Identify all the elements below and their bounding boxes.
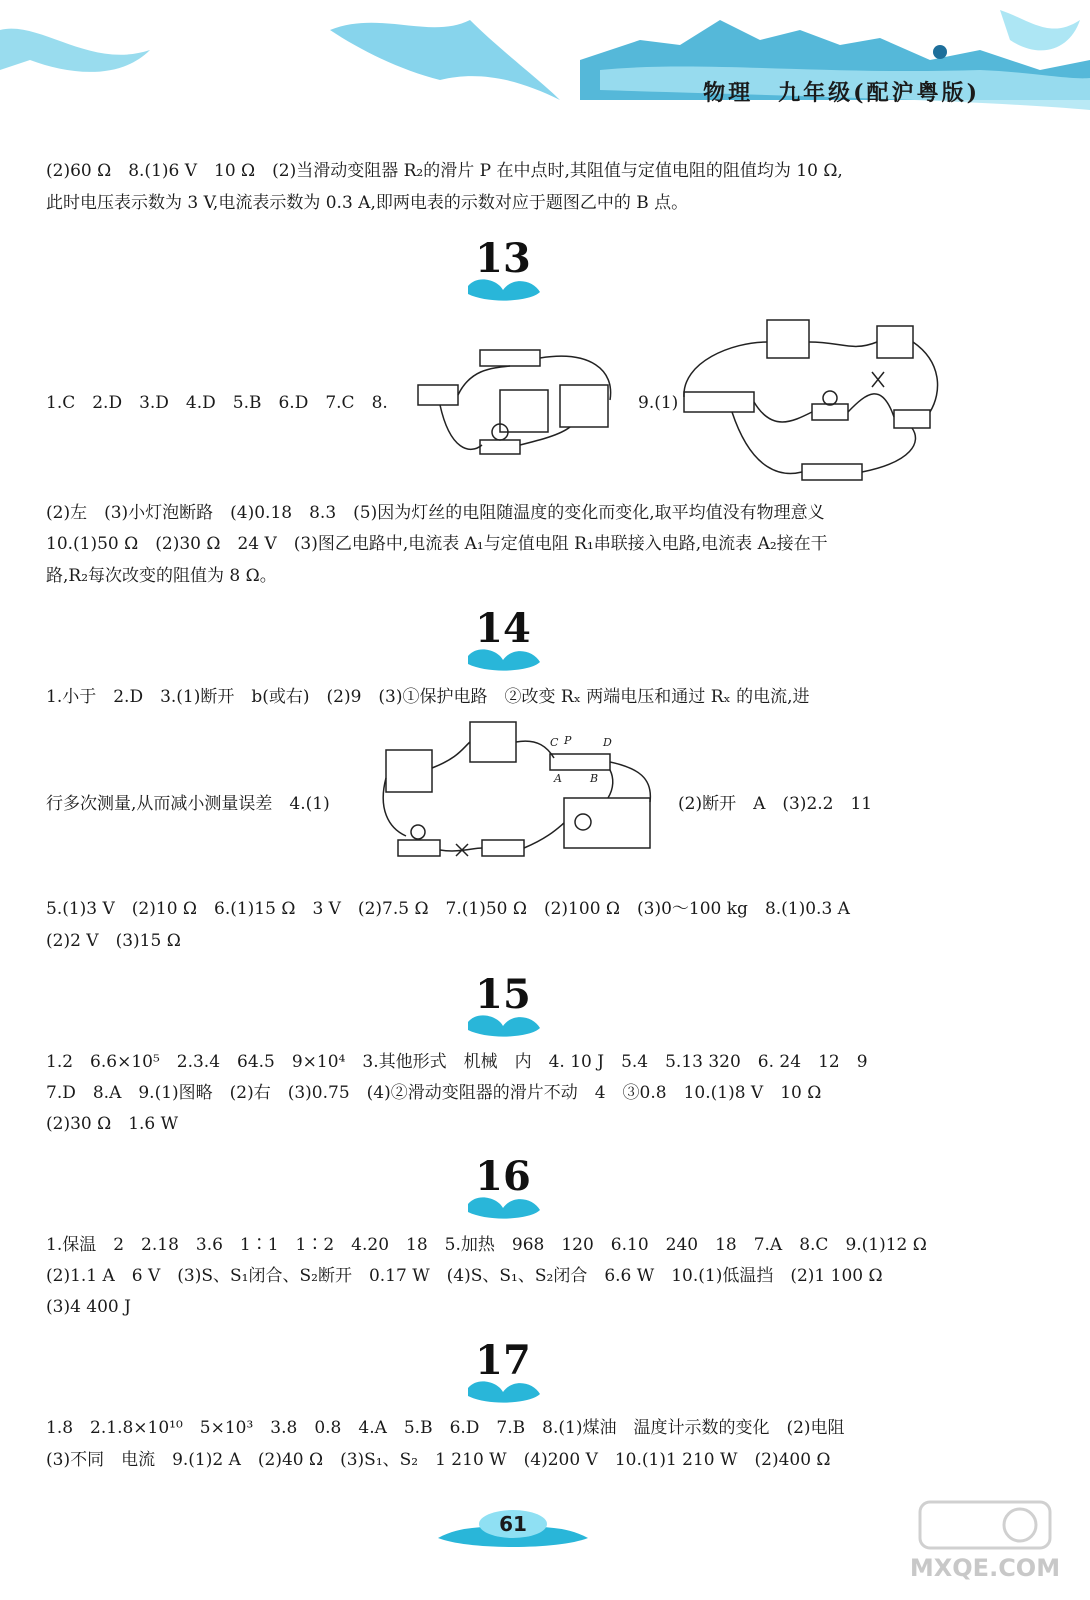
s14-line-4: 5.(1)3 V (2)10 Ω 6.(1)15 Ω 3 V (2)7.5 Ω 7.(1)50 Ω (2)100 Ω (3)0～100 kg 8.(1)0.3 A (46, 899, 850, 919)
s13-line-1: 1.C 2.D 3.D 4.D 5.B 6.D 7.C 8. (46, 393, 388, 413)
circuit-label-c: C (550, 736, 559, 749)
rheostat-box (550, 754, 610, 770)
lamp-base (480, 440, 520, 454)
section-number: 16 (475, 1153, 531, 1200)
section-number: 14 (475, 605, 531, 652)
power-knob (575, 814, 591, 830)
page-number: 61 (499, 1512, 527, 1536)
section-badge-14 (458, 606, 548, 678)
voltmeter-box (877, 326, 913, 358)
section-number: 15 (475, 971, 531, 1018)
circuit-diagram-8 (410, 340, 630, 470)
lamp-bulb (823, 391, 837, 405)
s13-line-3: (2)左 (3)小灯泡断路 (4)0.18 8.3 (5)因为灯丝的电阻随温度的变化而变化,取平均值没有物理意义 (46, 503, 825, 523)
ammeter-box (500, 390, 548, 432)
circuit-diagram-14-4 (378, 718, 668, 868)
circuit-label-a: A (554, 772, 562, 785)
battery-box (802, 464, 862, 480)
switch-box (418, 385, 458, 405)
circuit-label-p: P (564, 734, 572, 747)
s17-line-1: 1.8 2.1.8×10¹⁰ 5×10³ 3.8 0.8 4.A 5.B 6.D 7.B 8.(1)煤油 温度计示数的变化 (2)电阻 (46, 1418, 845, 1438)
ammeter-box (470, 722, 516, 762)
s14-line-2: 行多次测量,从而减小测量误差 4.(1) (46, 794, 330, 814)
lamp-base (812, 404, 848, 420)
banner-bird (933, 45, 947, 59)
s14-line-1: 1.小于 2.D 3.(1)断开 b(或右) (2)9 (3)①保护电路 ②改变 Rₓ 两端电压和通过 Rₓ 的电流,进 (46, 687, 810, 707)
watermark (900, 1496, 1070, 1586)
power-supply-box (564, 798, 650, 848)
section-badge-13 (458, 236, 548, 308)
s13-line-5: 路,R₂每次改变的阻值为 8 Ω。 (46, 566, 277, 586)
header-title: 物理 九年级(配沪粤版) (703, 80, 980, 106)
s14-line-3: (2)断开 A (3)2.2 11 (678, 794, 873, 814)
page-number-badge (428, 1502, 598, 1554)
switch-box (482, 840, 524, 856)
lamp-bulb (411, 825, 425, 839)
header-banner (0, 0, 1090, 130)
circuit-label-b: B (590, 772, 599, 785)
circuit-diagram-9 (672, 312, 952, 492)
ammeter-box (767, 320, 809, 358)
circuit-label-d: D (603, 736, 612, 749)
voltmeter-box (386, 750, 432, 792)
s15-line-1: 1.2 6.6×10⁵ 2.3.4 64.5 9×10⁴ 3.其他形式 机械 内 4. 10 J 5.4 5.13 320 6. 24 12 9 (46, 1052, 868, 1072)
s14-line-5: (2)2 V (3)15 Ω (46, 931, 181, 951)
section-badge-15 (458, 972, 548, 1044)
s16-line-2: (2)1.1 A 6 V (3)S、S₁闭合、S₂断开 0.17 W (4)S、S₁、S₂闭合 6.6 W 10.(1)低温挡 (2)1 100 Ω (46, 1266, 883, 1286)
voltmeter-box (560, 385, 608, 427)
s16-line-3: (3)4 400 J (46, 1297, 131, 1317)
watermark-text: MXQE.COM (909, 1554, 1061, 1582)
banner-leaves (1000, 10, 1080, 50)
s13-q9-label: 9.(1) (638, 393, 679, 413)
s15-line-3: (2)30 Ω 1.6 W (46, 1114, 179, 1134)
section-number: 17 (475, 1337, 531, 1384)
s15-line-2: 7.D 8.A 9.(1)图略 (2)右 (3)0.75 (4)②滑动变阻器的滑片不动 4 ③0.8 10.(1)8 V 10 Ω (46, 1083, 822, 1103)
watermark-logo-icon (900, 1496, 1070, 1556)
section-badge-17 (458, 1338, 548, 1410)
s16-line-1: 1.保温 2 2.18 3.6 1∶1 1∶2 4.20 18 5.加热 968 120 6.10 240 18 7.A 8.C 9.(1)12 Ω (46, 1235, 927, 1255)
section-badge-16 (458, 1154, 548, 1226)
top-answer-line-2: 此时电压表示数为 3 V,电流表示数为 0.3 A,即两电表的示数对应于题图乙中的 B 点。 (46, 193, 689, 213)
banner-wave-mid (330, 20, 560, 100)
s17-line-2: (3)不同 电流 9.(1)2 A (2)40 Ω (3)S₁、S₂ 1 210 W (4)200 V 10.(1)1 210 W (2)400 Ω (46, 1450, 831, 1470)
rheostat-box (684, 392, 754, 412)
section-number: 13 (475, 235, 531, 282)
lamp-base (398, 840, 440, 856)
top-answer-line-1: (2)60 Ω 8.(1)6 V 10 Ω (2)当滑动变阻器 R₂的滑片 P 在中点时,其阻值与定值电阻的阻值均为 10 Ω, (46, 161, 843, 181)
banner-wave-left (0, 29, 150, 72)
battery-box (480, 350, 540, 366)
s13-line-4: 10.(1)50 Ω (2)30 Ω 24 V (3)图乙电路中,电流表 A₁与定值电阻 R₁串联接入电路,电流表 A₂接在干 (46, 534, 828, 554)
switch-box (894, 410, 930, 428)
